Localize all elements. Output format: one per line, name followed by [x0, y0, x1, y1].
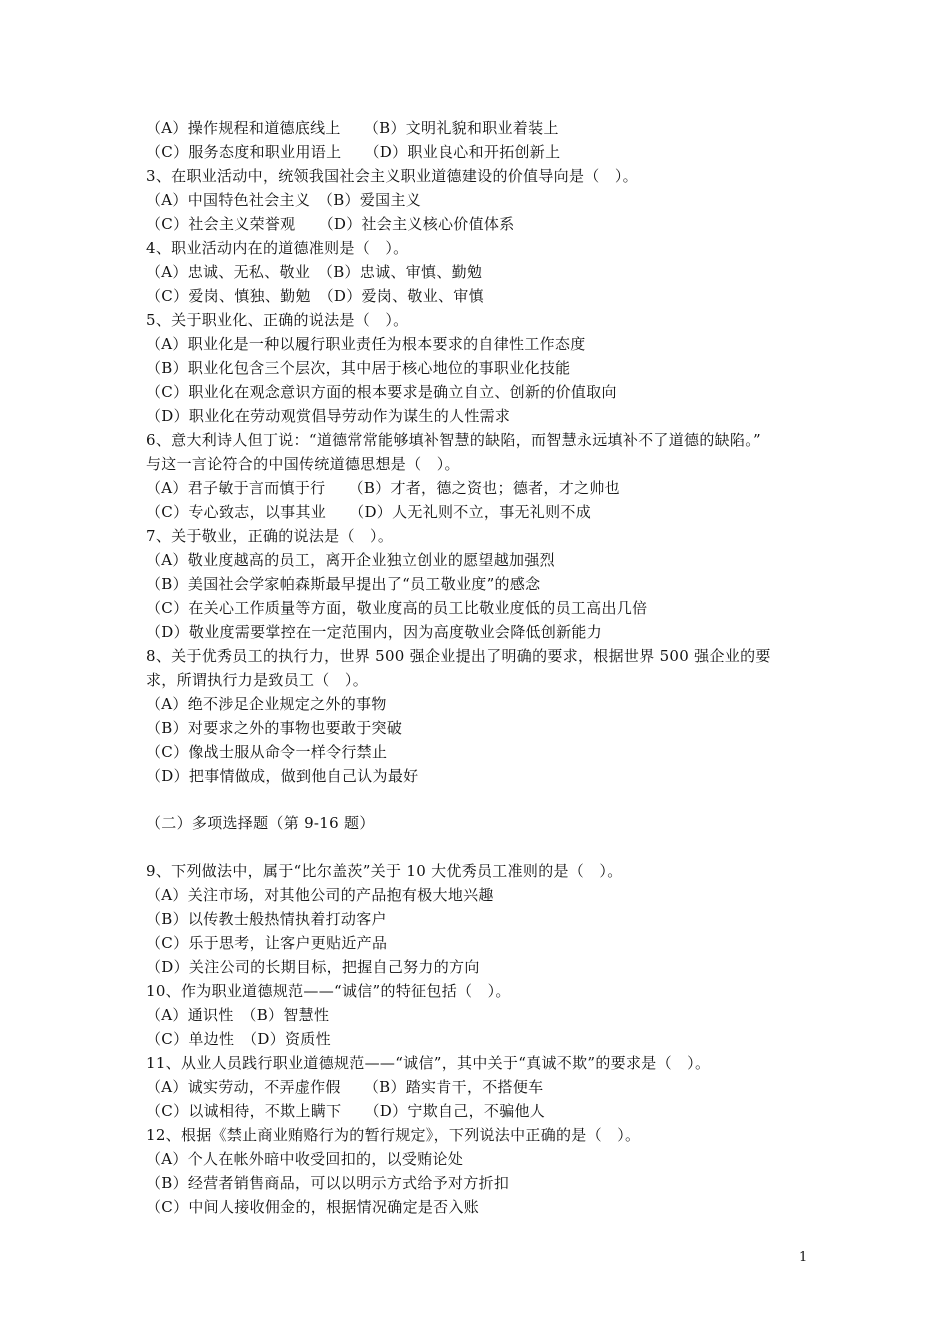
text-line: 与这一言论符合的中国传统道德思想是（ ）。 — [146, 455, 460, 473]
text-line: （A）通识性 （B）智慧性 — [146, 1006, 330, 1024]
text-line: （D）敬业度需要掌控在一定范围内，因为高度敬业会降低创新能力 — [146, 623, 603, 641]
text-line: （C）在关心工作质量等方面，敬业度高的员工比敬业度低的员工高出几倍 — [146, 599, 648, 617]
text-line: （C）中间人接收佣金的，根据情况确定是否入账 — [146, 1198, 480, 1216]
text-line: 7、关于敬业，正确的说法是（ ）。 — [146, 527, 394, 545]
text-line: （B）经营者销售商品，可以以明示方式给予对方折扣 — [146, 1174, 510, 1192]
text-line: （A）职业化是一种以履行职业责任为根本要求的自律性工作态度 — [146, 335, 586, 353]
text-line: （A）绝不涉足企业规定之外的事物 — [146, 695, 387, 713]
text-line: （C）社会主义荣誉观 （D）社会主义核心价值体系 — [146, 215, 515, 233]
text-line: 9、下列做法中，属于“比尔盖茨”关于 10 大优秀员工准则的是（ ）。 — [146, 862, 623, 880]
text-line: （A）忠诚、无私、敬业 （B）忠诚、审慎、勤勉 — [146, 263, 483, 281]
text-line: （B）美国社会学家帕森斯最早提出了“员工敬业度”的感念 — [146, 575, 541, 593]
text-line: 4、职业活动内在的道德准则是（ ）。 — [146, 239, 409, 257]
text-line: （D）关注公司的长期目标，把握自己努力的方向 — [146, 958, 480, 976]
text-line: （A）操作规程和道德底线上 （B）文明礼貌和职业着装上 — [146, 119, 559, 137]
text-line: （D）职业化在劳动观赏倡导劳动作为谋生的人性需求 — [146, 407, 511, 425]
text-line: （D）把事情做成，做到他自己认为最好 — [146, 767, 419, 785]
text-line: （A）个人在帐外暗中收受回扣的，以受贿论处 — [146, 1150, 464, 1168]
text-line: （B）以传教士般热情执着打动客户 — [146, 910, 387, 928]
text-line: （A）关注市场，对其他公司的产品抱有极大地兴趣 — [146, 886, 494, 904]
text-line: 6、意大利诗人但丁说：“道德常常能够填补智慧的缺陷，而智慧永远填补不了道德的缺陷。” — [146, 431, 761, 449]
text-line: （C）爱岗、慎独、勤勉 （D）爱岗、敬业、审慎 — [146, 287, 484, 305]
section-heading: （二）多项选择题（第 9-16 题） — [146, 814, 375, 832]
text-line: （C）以诚相待，不欺上瞒下 （D）宁欺自己，不骗他人 — [146, 1102, 546, 1120]
text-line: （B）职业化包含三个层次，其中居于核心地位的事职业化技能 — [146, 359, 571, 377]
text-line: （A）敬业度越高的员工，离开企业独立创业的愿望越加强烈 — [146, 551, 555, 569]
page-number: 1 — [799, 1250, 808, 1265]
text-line: （B）对要求之外的事物也要敢于突破 — [146, 719, 403, 737]
text-line: （A）中国特色社会主义 （B）爱国主义 — [146, 191, 422, 209]
text-line: （C）乐于思考，让客户更贴近产品 — [146, 934, 388, 952]
text-line: 11、从业人员践行职业道德规范——“诚信”，其中关于“真诚不欺”的要求是（ ）。 — [146, 1054, 711, 1072]
text-line: 10、作为职业道德规范——“诚信”的特征包括（ ）。 — [146, 982, 511, 1000]
text-line: （C）像战士服从命令一样令行禁止 — [146, 743, 388, 761]
text-line: （A）君子敏于言而慎于行 （B）才者，德之资也；德者，才之帅也 — [146, 479, 620, 497]
text-line: （C）专心致志，以事其业 （D）人无礼则不立，事无礼则不成 — [146, 503, 592, 521]
text-line: 12、根据《禁止商业贿赂行为的暂行规定》，下列说法中正确的是（ ）。 — [146, 1126, 641, 1144]
text-line: （C）职业化在观念意识方面的根本要求是确立自立、创新的价值取向 — [146, 383, 617, 401]
text-line: 5、关于职业化、正确的说法是（ ）。 — [146, 311, 409, 329]
text-line: 8、关于优秀员工的执行力，世界 500 强企业提出了明确的要求，根据世界 500 强企业的要 — [146, 647, 771, 665]
text-line: 3、在职业活动中，统领我国社会主义职业道德建设的价值导向是（ ）。 — [146, 167, 638, 185]
text-line: （C）单边性 （D）资质性 — [146, 1030, 331, 1048]
text-line: （A）诚实劳动，不弄虚作假 （B）踏实肯干，不搭便车 — [146, 1078, 544, 1096]
text-line: （C）服务态度和职业用语上 （D）职业良心和开拓创新上 — [146, 143, 561, 161]
text-line: 求，所谓执行力是致员工（ ）。 — [146, 671, 369, 689]
